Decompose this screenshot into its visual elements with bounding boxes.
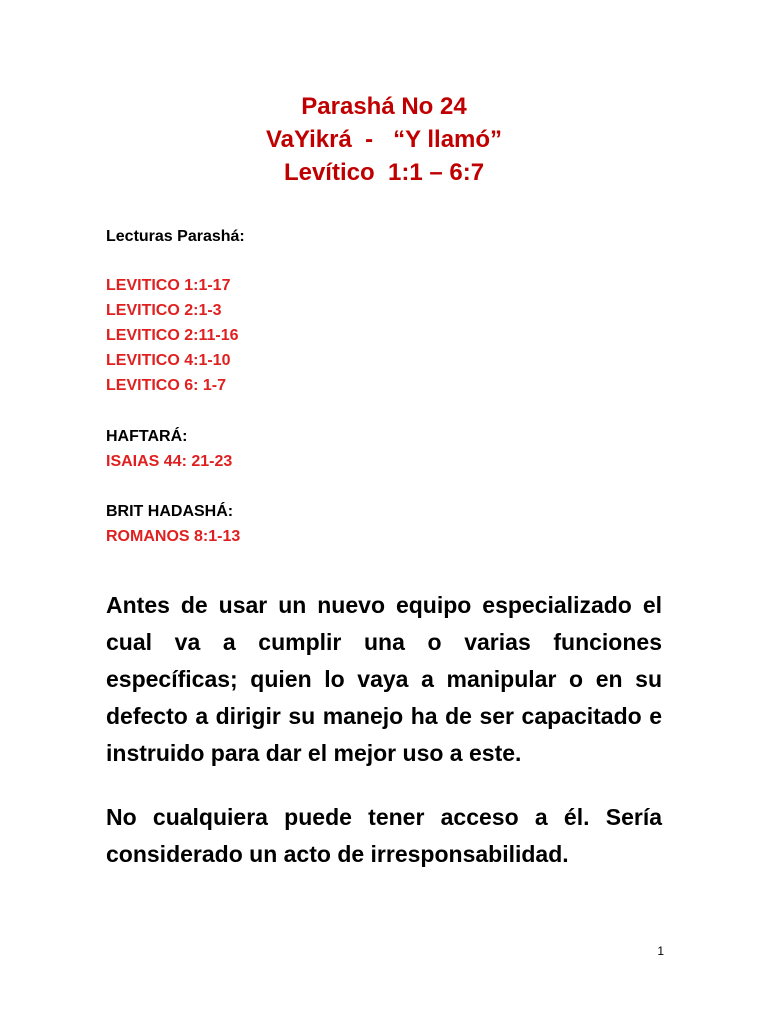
- brit-hadasha-label: BRIT HADASHÁ:: [106, 503, 234, 520]
- lectura-ref: LEVITICO 2:1-3: [106, 302, 222, 319]
- page-number: 1: [657, 944, 664, 958]
- lectura-ref: LEVITICO 1:1-17: [106, 277, 231, 294]
- haftara-label: HAFTARÁ:: [106, 428, 188, 445]
- body-paragraph: No cualquiera puede tener acceso a él. Sería considerado un acto de irresponsabilidad.: [106, 804, 662, 867]
- parasha-number-heading: Parashá No 24: [301, 93, 467, 120]
- lectura-ref: LEVITICO 6: 1-7: [106, 377, 227, 394]
- lectura-ref: LEVITICO 2:11-16: [106, 327, 239, 344]
- parasha-name-heading: VaYikrá - “Y llamó”: [265, 126, 503, 153]
- parasha-title: [0, 90, 768, 189]
- parasha-range-heading: Levítico 1:1 – 6:7: [283, 159, 485, 186]
- brit-hadasha-ref: ROMANOS 8:1-13: [106, 528, 241, 545]
- lecturas-label: Lecturas Parashá:: [106, 228, 245, 245]
- haftara-section: [106, 424, 232, 474]
- lecturas-section: [106, 224, 245, 398]
- body-paragraph: Antes de usar un nuevo equipo especializado el cual va a cumplir una o varias funciones específicas; quien lo vaya a manipular o en su defecto a dirigir su manejo ha de ser capacitado e instruido para dar el mejor uso a este.: [106, 592, 662, 766]
- haftara-ref: ISAIAS 44: 21-23: [106, 453, 233, 470]
- brit-hadasha-section: [106, 499, 240, 549]
- lectura-ref: LEVITICO 4:1-10: [106, 352, 231, 369]
